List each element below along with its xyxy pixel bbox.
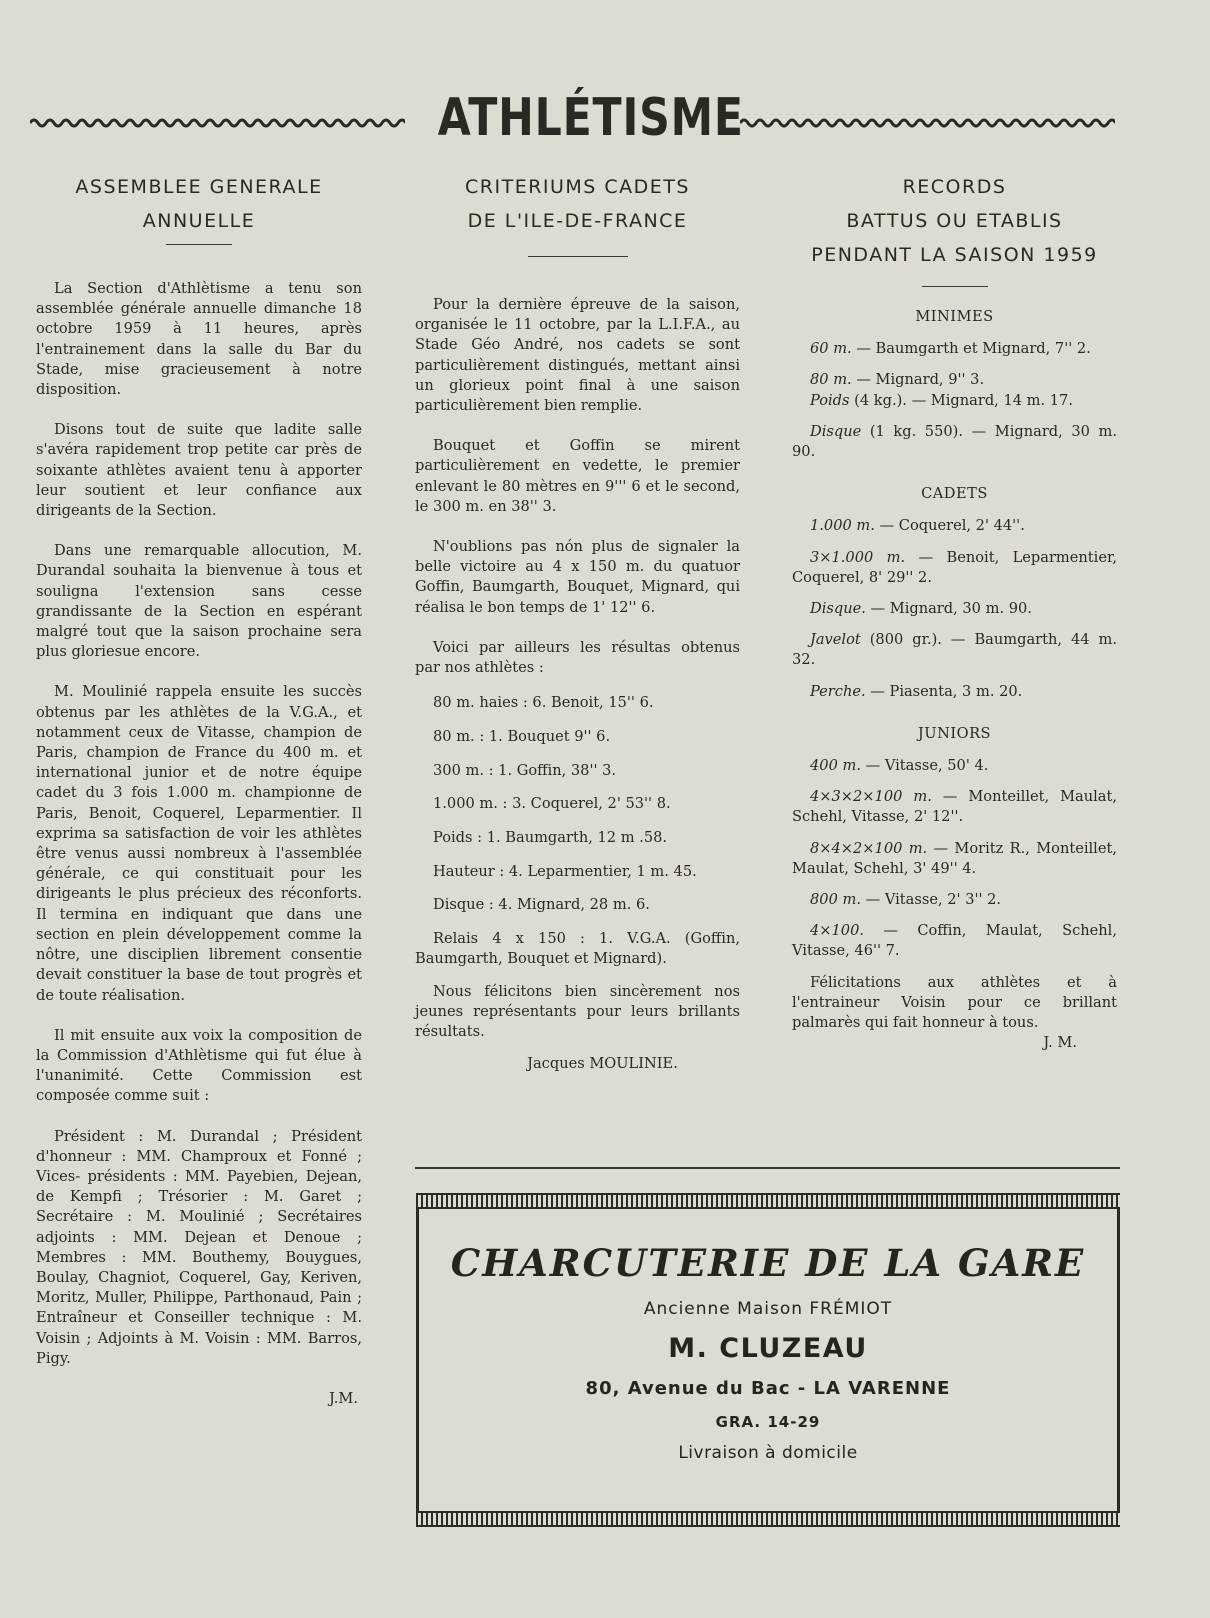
paragraph: Voici par ailleurs les résultas obtenus par nos athlètes :: [415, 638, 740, 677]
paragraph: Félicitations aux athlètes et à l'entraineur Voisin pour ce brillant palmarès qui fait honneur à tous.: [792, 973, 1117, 1032]
record-item: Javelot (800 gr.). — Baumgarth, 44 m. 32.: [792, 631, 1117, 669]
article-criteriums-cadets: [415, 170, 740, 1074]
record-item: 800 m. — Vitasse, 2' 3'' 2.: [810, 891, 1002, 909]
record-item: 400 m. — Vitasse, 50' 4.: [810, 757, 989, 775]
record-item: 4×3×2×100 m. — Monteillet, Maulat, Schehl, Vitasse, 2' 12''.: [792, 788, 1118, 826]
decorative-border-top: [416, 1193, 1120, 1209]
result-item: 80 m. : 1. Bouquet 9'' 6.: [433, 727, 611, 745]
advertisement-box: [416, 1207, 1120, 1513]
result-item: 300 m. : 1. Goffin, 38'' 3.: [433, 761, 617, 779]
result-item: Disque : 4. Mignard, 28 m. 6.: [433, 896, 650, 914]
wavy-rule-left: [30, 116, 405, 130]
record-item: 4×100. — Coffin, Maulat, Schehl, Vitasse, 46'' 7.: [792, 922, 1117, 960]
record-item: Perche. — Piasenta, 3 m. 20.: [810, 682, 1023, 700]
record-item: Disque. — Mignard, 30 m. 90.: [810, 600, 1032, 618]
paragraph: Dans une remarquable allocution, M. Durandal souhaita la bienvenue à tous et souligna l'extension sans cesse grandissante de la Section en espérant malgré tout que la saison prochaine sera plus gloriesue encore.: [36, 542, 362, 661]
record-item: Poids (4 kg.). — Mignard, 14 m. 17.: [810, 391, 1073, 409]
record-item: 1.000 m. — Coquerel, 2' 44''.: [810, 517, 1025, 535]
result-item: Poids : 1. Baumgarth, 12 m .58.: [433, 829, 668, 847]
record-item: 3×1.000 m. — Benoit, Leparmentier, Coquerel, 8' 29'' 2.: [792, 548, 1117, 586]
record-item: 80 m. — Mignard, 9'' 3.: [810, 371, 985, 389]
result-item: Hauteur : 4. Leparmentier, 1 m. 45.: [433, 862, 697, 880]
paragraph: N'oublions pas nón plus de signaler la belle victoire au 4 x 150 m. du quatuor Goffin, Baumgarth, Bouquet, Mignard, qui réalisa le bon temps de 1' 12'' 6.: [415, 538, 740, 616]
signature: J.M.: [329, 1389, 358, 1407]
record-item: 60 m. — Baumgarth et Mignard, 7'' 2.: [810, 340, 1091, 358]
article-records: [792, 170, 1117, 1053]
article-headline: RECORDS BATTUS OU ETABLIS PENDANT LA SAISON 1959: [811, 176, 1098, 266]
record-item: Disque (1 kg. 550). — Mignard, 30 m. 90.: [792, 422, 1117, 461]
relay-result: Relais 4 x 150 : 1. V.G.A. (Goffin, Baumgarth, Bouquet et Mignard).: [415, 930, 740, 968]
ad-delivery: Livraison à domicile: [678, 1443, 858, 1463]
paragraph: Bouquet et Goffin se mirent particulièrement en vedette, le premier enlevant le 80 mètres en 9''' 6 et le second, le 300 m. en 38'' 3.: [415, 437, 740, 515]
paragraph: Nous félicitons bien sincèrement nos jeunes représentants pour leurs brillants résultats.: [415, 982, 740, 1040]
record-item: 8×4×2×100 m. — Moritz R., Monteillet, Maulat, Schehl, 3' 49'' 4.: [792, 839, 1117, 877]
article-headline: CRITERIUMS CADETS DE L'ILE-DE-FRANCE: [465, 176, 690, 232]
article-assemblee-generale: [36, 170, 362, 1409]
headline-rule: [922, 286, 988, 287]
result-item: 1.000 m. : 3. Coquerel, 2' 53'' 8.: [433, 795, 671, 813]
page-title: ATHLÉTISME: [437, 88, 744, 148]
result-item: 80 m. haies : 6. Benoit, 15'' 6.: [433, 694, 654, 712]
signature: J. M.: [1043, 1034, 1077, 1052]
section-title-cadets: CADETS: [921, 485, 988, 503]
decorative-border-bottom: [416, 1511, 1120, 1527]
ad-owner: M. CLUZEAU: [668, 1333, 868, 1364]
commission-list: Président : M. Durandal ; Président d'honneur : MM. Champroux et Fonné ; Vices- présidents : MM. Payebien, Dejean, de Kempfi ; Trésorier : M. Garet ; Secrétaire : M. Moulinié ; Secrétaires adjoints : MM. Dejean et Denoue ; Membres : MM. Bouthemy, Bouygues, Boulay, Chagniot, Coquerel, Gay, Keriven, Moritz, Muller, Philippe, Parthonaud, Pain ; Entraîneur et Conseiller technique : M. Voisin ; Adjoints à M. Voisin : MM. Barros, Pigy.: [36, 1127, 362, 1367]
section-divider: [415, 1167, 1120, 1169]
paragraph: M. Moulinié rappela ensuite les succès obtenus par les athlètes de la V.G.A., et notamment ceux de Vitasse, champion de Paris, champion de France du 400 m. et international junior et de notre équipe cadet du 3 fois 1.000 m. championne de Paris, Benoit, Coquerel, Leparmentier. Il exprima sa satisfaction de voir les athlètes être venus aussi nombreux à l'assemblée générale, ce qui constituait pour les dirigeants le plus précieux des réconforts. Il termina en indiquant que dans une section en plein développement comme la nôtre, une disciplien librement consentie devait constituer la base de tout progrès et de toute réalisation.: [36, 683, 362, 1004]
signature: Jacques MOULINIE.: [527, 1055, 678, 1073]
ad-former-owner: Ancienne Maison FRÉMIOT: [643, 1299, 893, 1319]
wavy-rule-right: [740, 116, 1115, 130]
paragraph: Disons tout de suite que ladite salle s'avéra rapidement trop petite car près de soixante athlètes avaient tenu à apporter leur soutient et leur confiance aux dirigeants de la Section.: [36, 421, 362, 520]
ad-address: 80, Avenue du Bac - LA VARENNE: [585, 1378, 951, 1399]
section-title-juniors: JUNIORS: [917, 724, 992, 742]
section-title-minimes: MINIMES: [915, 308, 994, 325]
headline-rule: [166, 244, 232, 245]
ad-shop-name: CHARCUTERIE DE LA GARE: [450, 1241, 1086, 1285]
paragraph: Pour la dernière épreuve de la saison, organisée le 11 octobre, par la L.I.F.A., au Stade Géo André, nos cadets se sont particulièrement distingués, mettant ainsi un glorieux point final à une saison particulièrement bien remplie.: [415, 296, 740, 415]
results-list: [415, 693, 740, 915]
headline-rule: [528, 256, 628, 257]
article-headline: ASSEMBLEE GENERALE ANNUELLE: [75, 176, 323, 232]
paragraph: Il mit ensuite aux voix la composition de la Commission d'Athlètisme qui fut élue à l'unanimité. Cette Commission est composée comme suit :: [36, 1026, 362, 1105]
paragraph: La Section d'Athlètisme a tenu son assemblée générale annuelle dimanche 18 octobre 1959 à 11 heures, après l'entrainement dans la salle du Bar du Stade, mise gracieusement à notre disposition.: [36, 280, 362, 399]
masthead: [30, 88, 1120, 158]
ad-phone: GRA. 14-29: [715, 1413, 821, 1431]
